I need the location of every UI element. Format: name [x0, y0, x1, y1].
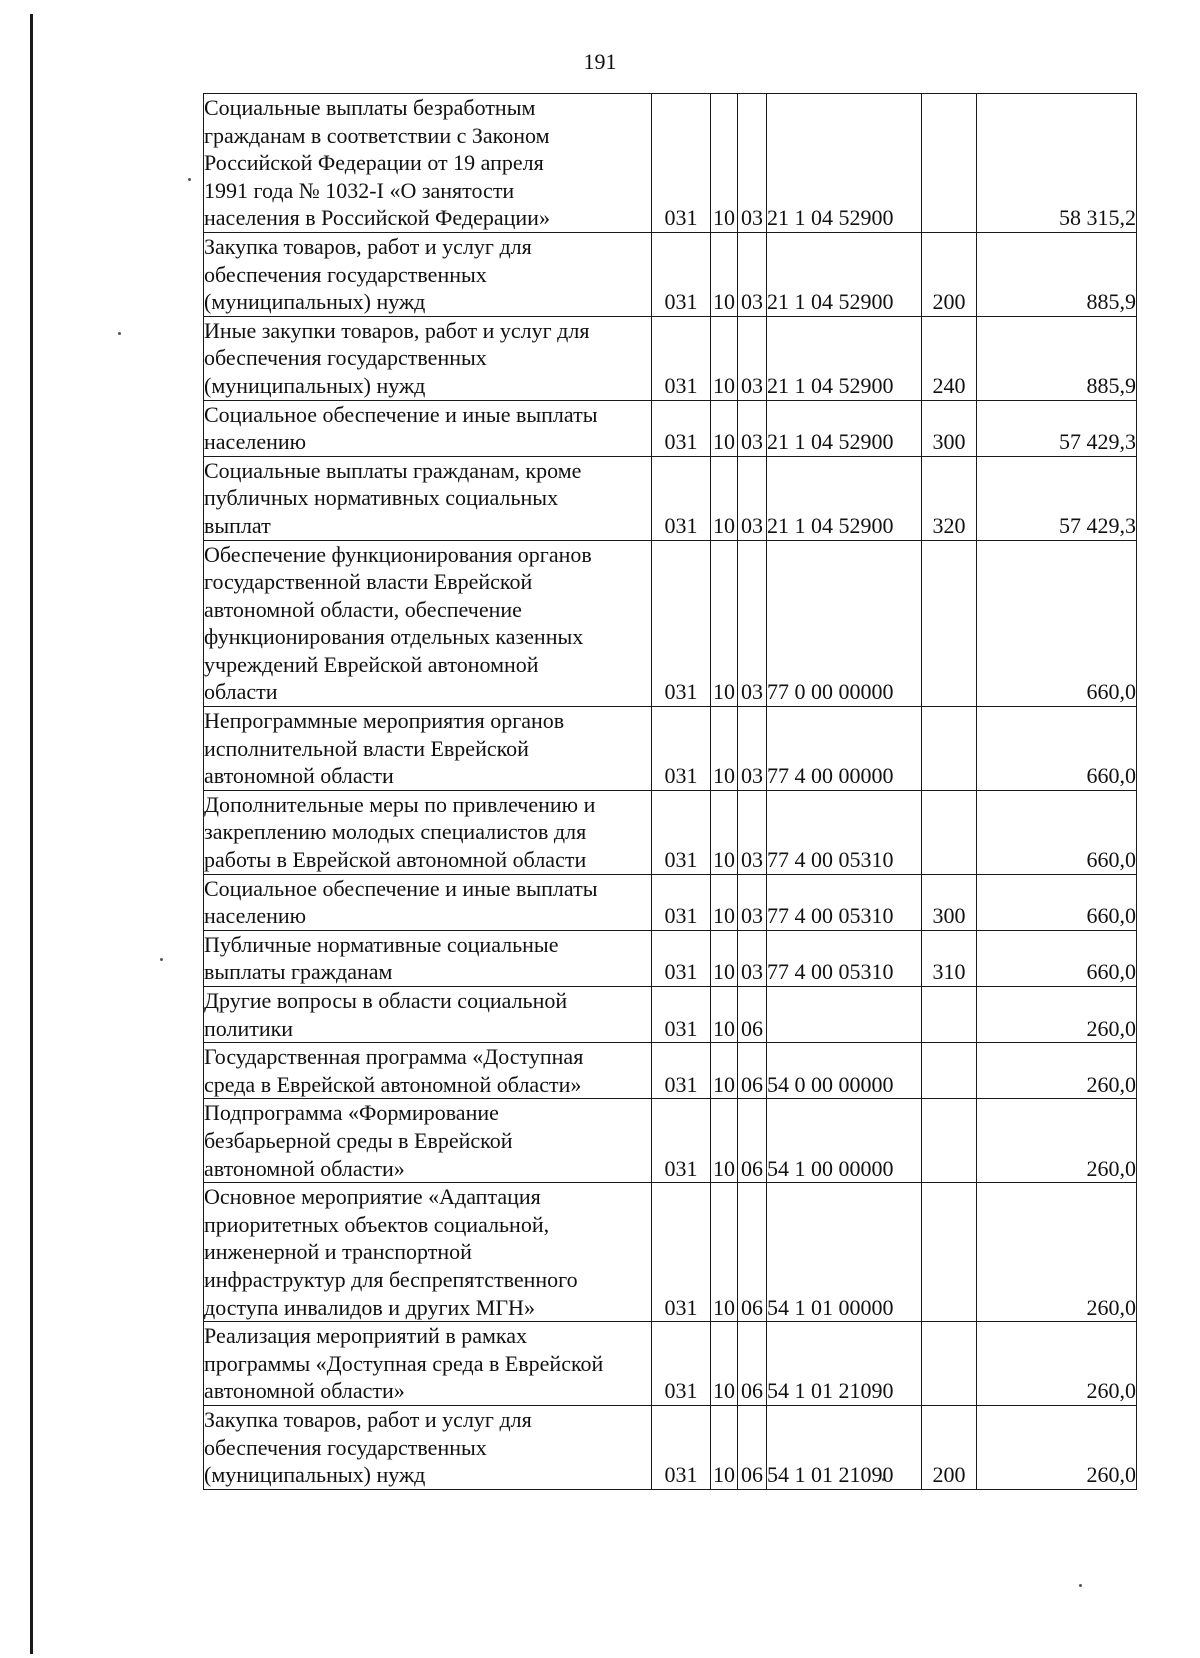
table-row	[204, 1183, 1137, 1322]
scan-speck	[160, 958, 163, 961]
ministry-code-cell: 031	[652, 232, 711, 316]
table-row	[204, 1405, 1137, 1489]
item-name-line: выплат	[204, 512, 271, 538]
subsection-code-cell: 03	[738, 930, 767, 986]
expense-type-cell	[922, 1043, 977, 1099]
item-name-cell	[204, 790, 652, 874]
item-name-line: области	[204, 679, 278, 705]
item-name-line: Подпрограмма «Формирование	[204, 1100, 499, 1126]
section-code-cell: 10	[711, 1322, 738, 1406]
item-name-line: Иные закупки товаров, работ и услуг для	[204, 317, 590, 343]
item-name-cell	[204, 987, 652, 1043]
expense-type-cell	[922, 94, 977, 233]
item-name-cell	[204, 456, 652, 540]
item-name-line: Дополнительные меры по привлечению и	[204, 791, 596, 817]
section-code-cell: 10	[711, 94, 738, 233]
item-name-cell	[204, 1043, 652, 1099]
subsection-code-cell: 06	[738, 1322, 767, 1406]
item-name-line: населения в Российской Федерации»	[204, 205, 550, 231]
subsection-code-cell: 03	[738, 94, 767, 233]
table-row	[204, 790, 1137, 874]
expense-type-cell: 300	[922, 400, 977, 456]
target-article-cell: 77 4 00 00000	[767, 707, 922, 791]
expense-type-cell	[922, 1099, 977, 1183]
item-name-line: обеспечения государственных	[204, 1434, 487, 1460]
item-name-line: приоритетных объектов социальной,	[204, 1211, 550, 1237]
item-name-line: Публичные нормативные социальные	[204, 931, 559, 957]
item-name-line: функционирования отдельных казенных	[204, 624, 584, 650]
item-name-line: доступа инвалидов и других МГН»	[204, 1294, 535, 1320]
section-code-cell: 10	[711, 1043, 738, 1099]
item-name-cell	[204, 930, 652, 986]
item-name-cell	[204, 874, 652, 930]
target-article-cell: 54 1 01 00000	[767, 1183, 922, 1322]
table-row	[204, 707, 1137, 791]
amount-cell: 660,0	[977, 790, 1137, 874]
expense-type-cell: 310	[922, 930, 977, 986]
ministry-code-cell: 031	[652, 987, 711, 1043]
target-article-cell: 54 1 01 21090	[767, 1405, 922, 1489]
item-name-line: исполнительной власти Еврейской	[204, 735, 529, 761]
amount-cell: 660,0	[977, 707, 1137, 791]
ministry-code-cell: 031	[652, 707, 711, 791]
table-row	[204, 232, 1137, 316]
item-name-cell	[204, 400, 652, 456]
table-row	[204, 540, 1137, 707]
subsection-code-cell: 06	[738, 1099, 767, 1183]
ministry-code-cell: 031	[652, 456, 711, 540]
section-code-cell: 10	[711, 707, 738, 791]
table-row	[204, 1043, 1137, 1099]
item-name-line: Основное мероприятие «Адаптация	[204, 1184, 541, 1210]
item-name-line: инженерной и транспортной	[204, 1239, 472, 1265]
item-name-line: Закупка товаров, работ и услуг для	[204, 233, 532, 259]
target-article-cell: 21 1 04 52900	[767, 316, 922, 400]
expense-type-cell	[922, 790, 977, 874]
amount-cell: 885,9	[977, 316, 1137, 400]
amount-cell: 260,0	[977, 1322, 1137, 1406]
section-code-cell: 10	[711, 540, 738, 707]
amount-cell: 260,0	[977, 1183, 1137, 1322]
page-number: 191	[583, 49, 617, 74]
section-code-cell: 10	[711, 874, 738, 930]
ministry-code-cell: 031	[652, 1043, 711, 1099]
target-article-cell: 21 1 04 52900	[767, 456, 922, 540]
item-name-line: (муниципальных) нужд	[204, 1462, 426, 1488]
ministry-code-cell: 031	[652, 1183, 711, 1322]
item-name-line: населению	[204, 903, 307, 929]
item-name-line: среда в Еврейской автономной области»	[204, 1071, 582, 1097]
subsection-code-cell: 03	[738, 707, 767, 791]
section-code-cell: 10	[711, 456, 738, 540]
ministry-code-cell: 031	[652, 400, 711, 456]
item-name-cell	[204, 540, 652, 707]
item-name-line: программы «Доступная среда в Еврейской	[204, 1350, 604, 1376]
target-article-cell: 21 1 04 52900	[767, 94, 922, 233]
section-code-cell: 10	[711, 1405, 738, 1489]
item-name-line: выплаты гражданам	[204, 959, 393, 985]
ministry-code-cell: 031	[652, 540, 711, 707]
expense-type-cell	[922, 987, 977, 1043]
item-name-line: автономной области	[204, 763, 394, 789]
expense-type-cell	[922, 707, 977, 791]
item-name-line: (муниципальных) нужд	[204, 372, 426, 398]
amount-cell: 57 429,3	[977, 456, 1137, 540]
subsection-code-cell: 03	[738, 316, 767, 400]
item-name-line: автономной области»	[204, 1378, 405, 1404]
scan-speck	[118, 332, 121, 335]
target-article-cell: 77 4 00 05310	[767, 790, 922, 874]
expense-type-cell: 240	[922, 316, 977, 400]
item-name-cell	[204, 316, 652, 400]
item-name-cell	[204, 707, 652, 791]
scan-speck	[188, 178, 191, 181]
item-name-line: Другие вопросы в области социальной	[204, 988, 568, 1013]
target-article-cell: 21 1 04 52900	[767, 400, 922, 456]
amount-cell: 660,0	[977, 874, 1137, 930]
item-name-line: Закупка товаров, работ и услуг для	[204, 1406, 532, 1432]
expense-type-cell	[922, 1322, 977, 1406]
item-name-line: Социальные выплаты гражданам, кроме	[204, 457, 582, 483]
amount-cell: 660,0	[977, 930, 1137, 986]
item-name-line: Обеспечение функционирования органов	[204, 541, 592, 567]
item-name-line: политики	[204, 1015, 294, 1041]
subsection-code-cell: 03	[738, 400, 767, 456]
item-name-line: работы в Еврейской автономной области	[204, 847, 587, 873]
section-code-cell: 10	[711, 400, 738, 456]
item-name-cell	[204, 1405, 652, 1489]
subsection-code-cell: 03	[738, 790, 767, 874]
item-name-line: учреждений Еврейской автономной	[204, 651, 539, 677]
amount-cell: 660,0	[977, 540, 1137, 707]
ministry-code-cell: 031	[652, 316, 711, 400]
subsection-code-cell: 03	[738, 232, 767, 316]
table-row	[204, 987, 1137, 1043]
table-row	[204, 1322, 1137, 1406]
target-article-cell: 77 0 00 00000	[767, 540, 922, 707]
section-code-cell: 10	[711, 987, 738, 1043]
target-article-cell: 21 1 04 52900	[767, 232, 922, 316]
subsection-code-cell: 06	[738, 1043, 767, 1099]
section-code-cell: 10	[711, 930, 738, 986]
subsection-code-cell: 06	[738, 987, 767, 1043]
ministry-code-cell: 031	[652, 1322, 711, 1406]
expense-type-cell: 200	[922, 232, 977, 316]
amount-cell: 260,0	[977, 987, 1137, 1043]
section-code-cell: 10	[711, 232, 738, 316]
amount-cell: 260,0	[977, 1099, 1137, 1183]
ministry-code-cell: 031	[652, 94, 711, 233]
table-row	[204, 874, 1137, 930]
item-name-cell	[204, 94, 652, 233]
expense-type-cell	[922, 540, 977, 707]
expense-type-cell: 300	[922, 874, 977, 930]
budget-table	[203, 93, 1137, 1490]
section-code-cell: 10	[711, 1099, 738, 1183]
subsection-code-cell: 06	[738, 1183, 767, 1322]
amount-cell: 58 315,2	[977, 94, 1137, 233]
table-row	[204, 94, 1137, 233]
binding-edge-line	[30, 14, 33, 1654]
item-name-line: автономной области»	[204, 1155, 405, 1181]
subsection-code-cell: 03	[738, 456, 767, 540]
item-name-line: Российской Федерации от 19 апреля	[204, 150, 544, 176]
item-name-line: Социальные выплаты безработным	[204, 95, 536, 120]
target-article-cell: 77 4 00 05310	[767, 874, 922, 930]
item-name-line: безбарьерной среды в Еврейской	[204, 1127, 513, 1153]
target-article-cell	[767, 987, 922, 1043]
table-row	[204, 930, 1137, 986]
item-name-cell	[204, 1322, 652, 1406]
expense-type-cell	[922, 1183, 977, 1322]
amount-cell: 885,9	[977, 232, 1137, 316]
expense-type-cell: 320	[922, 456, 977, 540]
section-code-cell: 10	[711, 1183, 738, 1322]
ministry-code-cell: 031	[652, 790, 711, 874]
ministry-code-cell: 031	[652, 874, 711, 930]
item-name-cell	[204, 1099, 652, 1183]
table-row	[204, 1099, 1137, 1183]
item-name-line: Непрограммные мероприятия органов	[204, 708, 565, 734]
ministry-code-cell: 031	[652, 1099, 711, 1183]
item-name-line: 1991 года № 1032-I «О занятости	[204, 177, 515, 203]
amount-cell: 260,0	[977, 1043, 1137, 1099]
target-article-cell: 77 4 00 05310	[767, 930, 922, 986]
item-name-line: населению	[204, 429, 307, 455]
table-row	[204, 456, 1137, 540]
item-name-line: публичных нормативных социальных	[204, 485, 559, 511]
item-name-cell	[204, 1183, 652, 1322]
item-name-cell	[204, 232, 652, 316]
table-row	[204, 316, 1137, 400]
item-name-line: Реализация мероприятий в рамках	[204, 1323, 528, 1349]
item-name-line: обеспечения государственных	[204, 261, 487, 287]
ministry-code-cell: 031	[652, 1405, 711, 1489]
amount-cell: 260,0	[977, 1405, 1137, 1489]
item-name-line: Государственная программа «Доступная	[204, 1044, 584, 1070]
item-name-line: закреплению молодых специалистов для	[204, 819, 587, 845]
amount-cell: 57 429,3	[977, 400, 1137, 456]
item-name-line: (муниципальных) нужд	[204, 289, 426, 315]
scan-speck	[1079, 1584, 1082, 1587]
item-name-line: Социальное обеспечение и иные выплаты	[204, 875, 598, 901]
item-name-line: инфраструктур для беспрепятственного	[204, 1266, 578, 1292]
target-article-cell: 54 0 00 00000	[767, 1043, 922, 1099]
target-article-cell: 54 1 00 00000	[767, 1099, 922, 1183]
item-name-line: обеспечения государственных	[204, 345, 487, 371]
item-name-line: государственной власти Еврейской	[204, 569, 533, 595]
item-name-line: автономной области, обеспечение	[204, 596, 522, 622]
section-code-cell: 10	[711, 316, 738, 400]
item-name-line: гражданам в соответствии с Законом	[204, 122, 550, 148]
subsection-code-cell: 03	[738, 540, 767, 707]
expense-type-cell: 200	[922, 1405, 977, 1489]
section-code-cell: 10	[711, 790, 738, 874]
table-body	[204, 94, 1137, 1490]
target-article-cell: 54 1 01 21090	[767, 1322, 922, 1406]
table-row	[204, 400, 1137, 456]
subsection-code-cell: 06	[738, 1405, 767, 1489]
subsection-code-cell: 03	[738, 874, 767, 930]
ministry-code-cell: 031	[652, 930, 711, 986]
item-name-line: Социальное обеспечение и иные выплаты	[204, 401, 598, 427]
